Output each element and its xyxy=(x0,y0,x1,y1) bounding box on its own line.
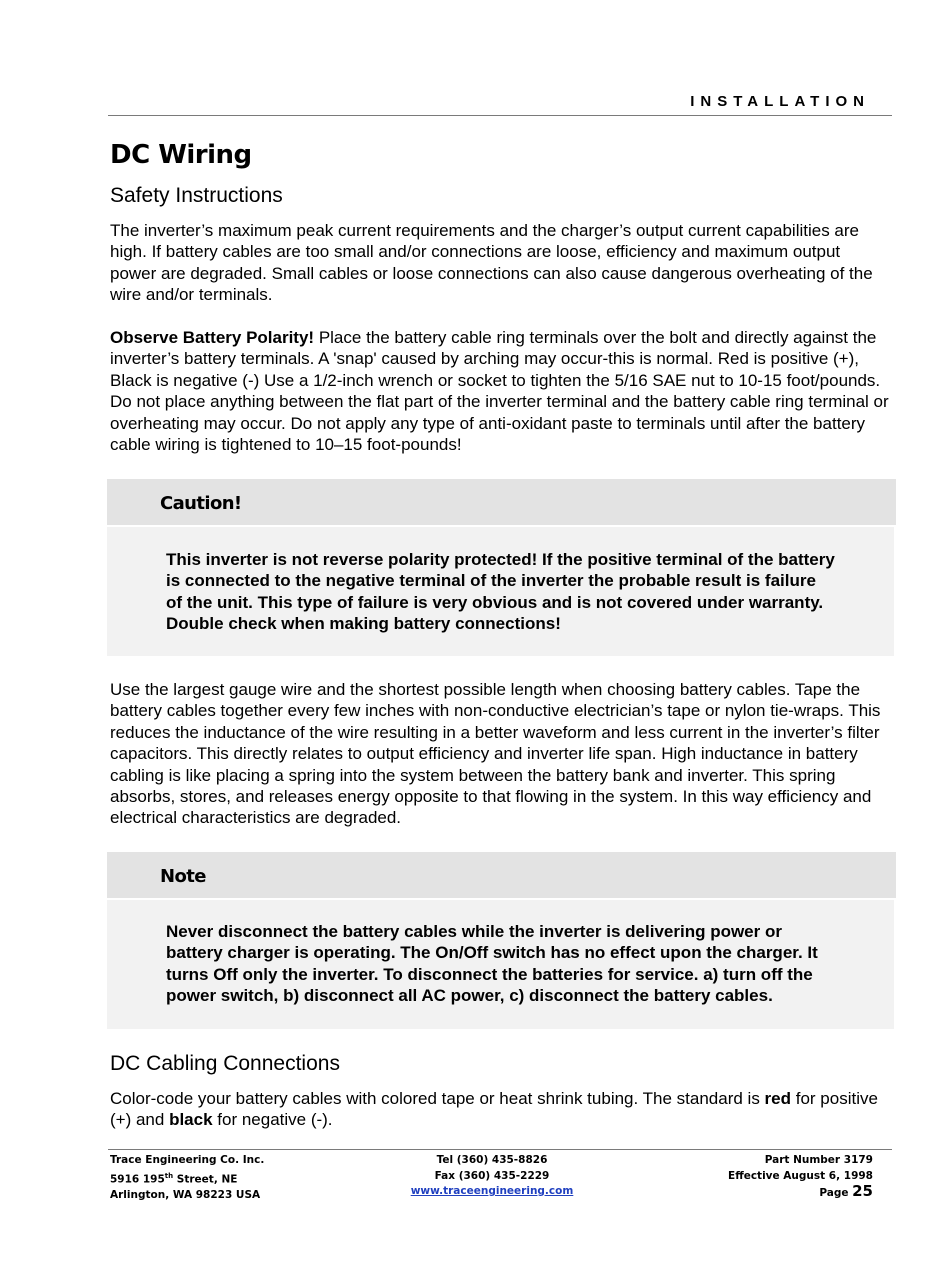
fax: Fax (360) 435-2229 xyxy=(434,1169,550,1182)
cabling-paragraph xyxy=(110,1088,890,1131)
footer-divider xyxy=(108,1149,892,1150)
footer-contact xyxy=(390,1153,594,1200)
black-label: black xyxy=(169,1110,213,1130)
note-text: Never disconnect the battery cables while the inverter is delivering power or battery charger is operating. The On/Off switch has no effect upon the charger. It turns Off only the inverter. To disconnect the batteries for service. a) turn off the power switch, b) disconnect all AC power, c) disconnect the battery cables. xyxy=(166,922,818,1006)
cabling-heading: DC Cabling Connections xyxy=(110,1052,340,1075)
cabling-text-a: Color-code your battery cables with colored tape or heat shrink tubing. The standard is xyxy=(110,1089,765,1108)
street-suffix: th xyxy=(164,1171,174,1180)
red-label: red xyxy=(764,1089,792,1108)
footer-document-info xyxy=(728,1153,873,1202)
street-name: Street, NE xyxy=(173,1173,238,1185)
caution-header xyxy=(107,479,896,525)
page-label: Page xyxy=(819,1187,849,1199)
note-box xyxy=(107,900,894,1029)
telephone: Tel (360) 435-8826 xyxy=(436,1154,548,1166)
caution-label: Caution! xyxy=(160,493,242,514)
polarity-body: Place the battery cable ring terminals over the bolt and directly against the inverter’s battery terminals. A 'snap' caused by arching may occur-this is normal. Red is positive (+), Black is negative (-) Use a 1/2-inch wrench or socket to tighten the 5/16 SAE nut to 10-15 foot/pounds. Do not place anything between the flat part of the inverter terminal and the battery cable ring terminal or overheating may occur. Do not apply any type of anti-oxidant paste to terminals until after the battery cable wiring is tightened to 10–15 foot-pounds! xyxy=(110,328,889,455)
safety-heading: Safety Instructions xyxy=(110,184,283,207)
safety-paragraph: The inverter’s maximum peak current requirements and the charger’s output current capabilities are high. If battery cables are too small and/or connections are loose, efficiency and maximum output power are degraded. Small cables or loose connections can also cause dangerous overheating of the wire and/or terminals. xyxy=(110,221,873,305)
street-address xyxy=(110,1169,264,1188)
note-label: Note xyxy=(160,866,206,887)
polarity-lead: Observe Battery Polarity! xyxy=(110,328,315,347)
effective-date: Effective August 6, 1998 xyxy=(728,1169,873,1182)
footer-address xyxy=(110,1153,264,1203)
header-divider xyxy=(108,115,892,116)
page-number: 25 xyxy=(852,1182,873,1200)
cabling-text-b: for positive (+) and xyxy=(110,1089,878,1130)
street-number: 5916 195 xyxy=(110,1173,165,1185)
website-link[interactable]: www.traceengineering.com xyxy=(410,1185,574,1197)
caution-text: This inverter is not reverse polarity protected! If the positive terminal of the battery is connected to the negative terminal of the inverter the probable result is failure of the unit. This type of failure is very obvious and is not covered under warranty. Double check when making battery connections! xyxy=(166,550,835,634)
page-number-line xyxy=(728,1184,873,1202)
part-number: Part Number 3179 xyxy=(764,1154,873,1166)
city-line: Arlington, WA 98223 USA xyxy=(110,1188,261,1201)
cabling-text-c: for negative (-). xyxy=(212,1110,333,1130)
page-title: DC Wiring xyxy=(110,140,252,170)
caution-box xyxy=(107,527,894,656)
section-header: INSTALLATION xyxy=(690,93,870,110)
polarity-paragraph xyxy=(110,327,890,455)
note-header xyxy=(107,852,896,898)
company-name: Trace Engineering Co. Inc. xyxy=(110,1154,265,1166)
cable-paragraph: Use the largest gauge wire and the shortest possible length when choosing battery cables. Tape the battery cables together every few inches with non-conductive electrician’s tape or nylon tie-wraps. This reduces the inductance of the wire resulting in a better waveform and less current in the inverter’s filter capacitors. This directly relates to output efficiency and inverter life span. High inductance in battery cabling is like placing a spring into the system between the battery bank and inverter. This spring absorbs, stores, and releases energy opposite to that flowing in the system. In this way efficiency and electrical characteristics are degraded. xyxy=(110,680,881,828)
